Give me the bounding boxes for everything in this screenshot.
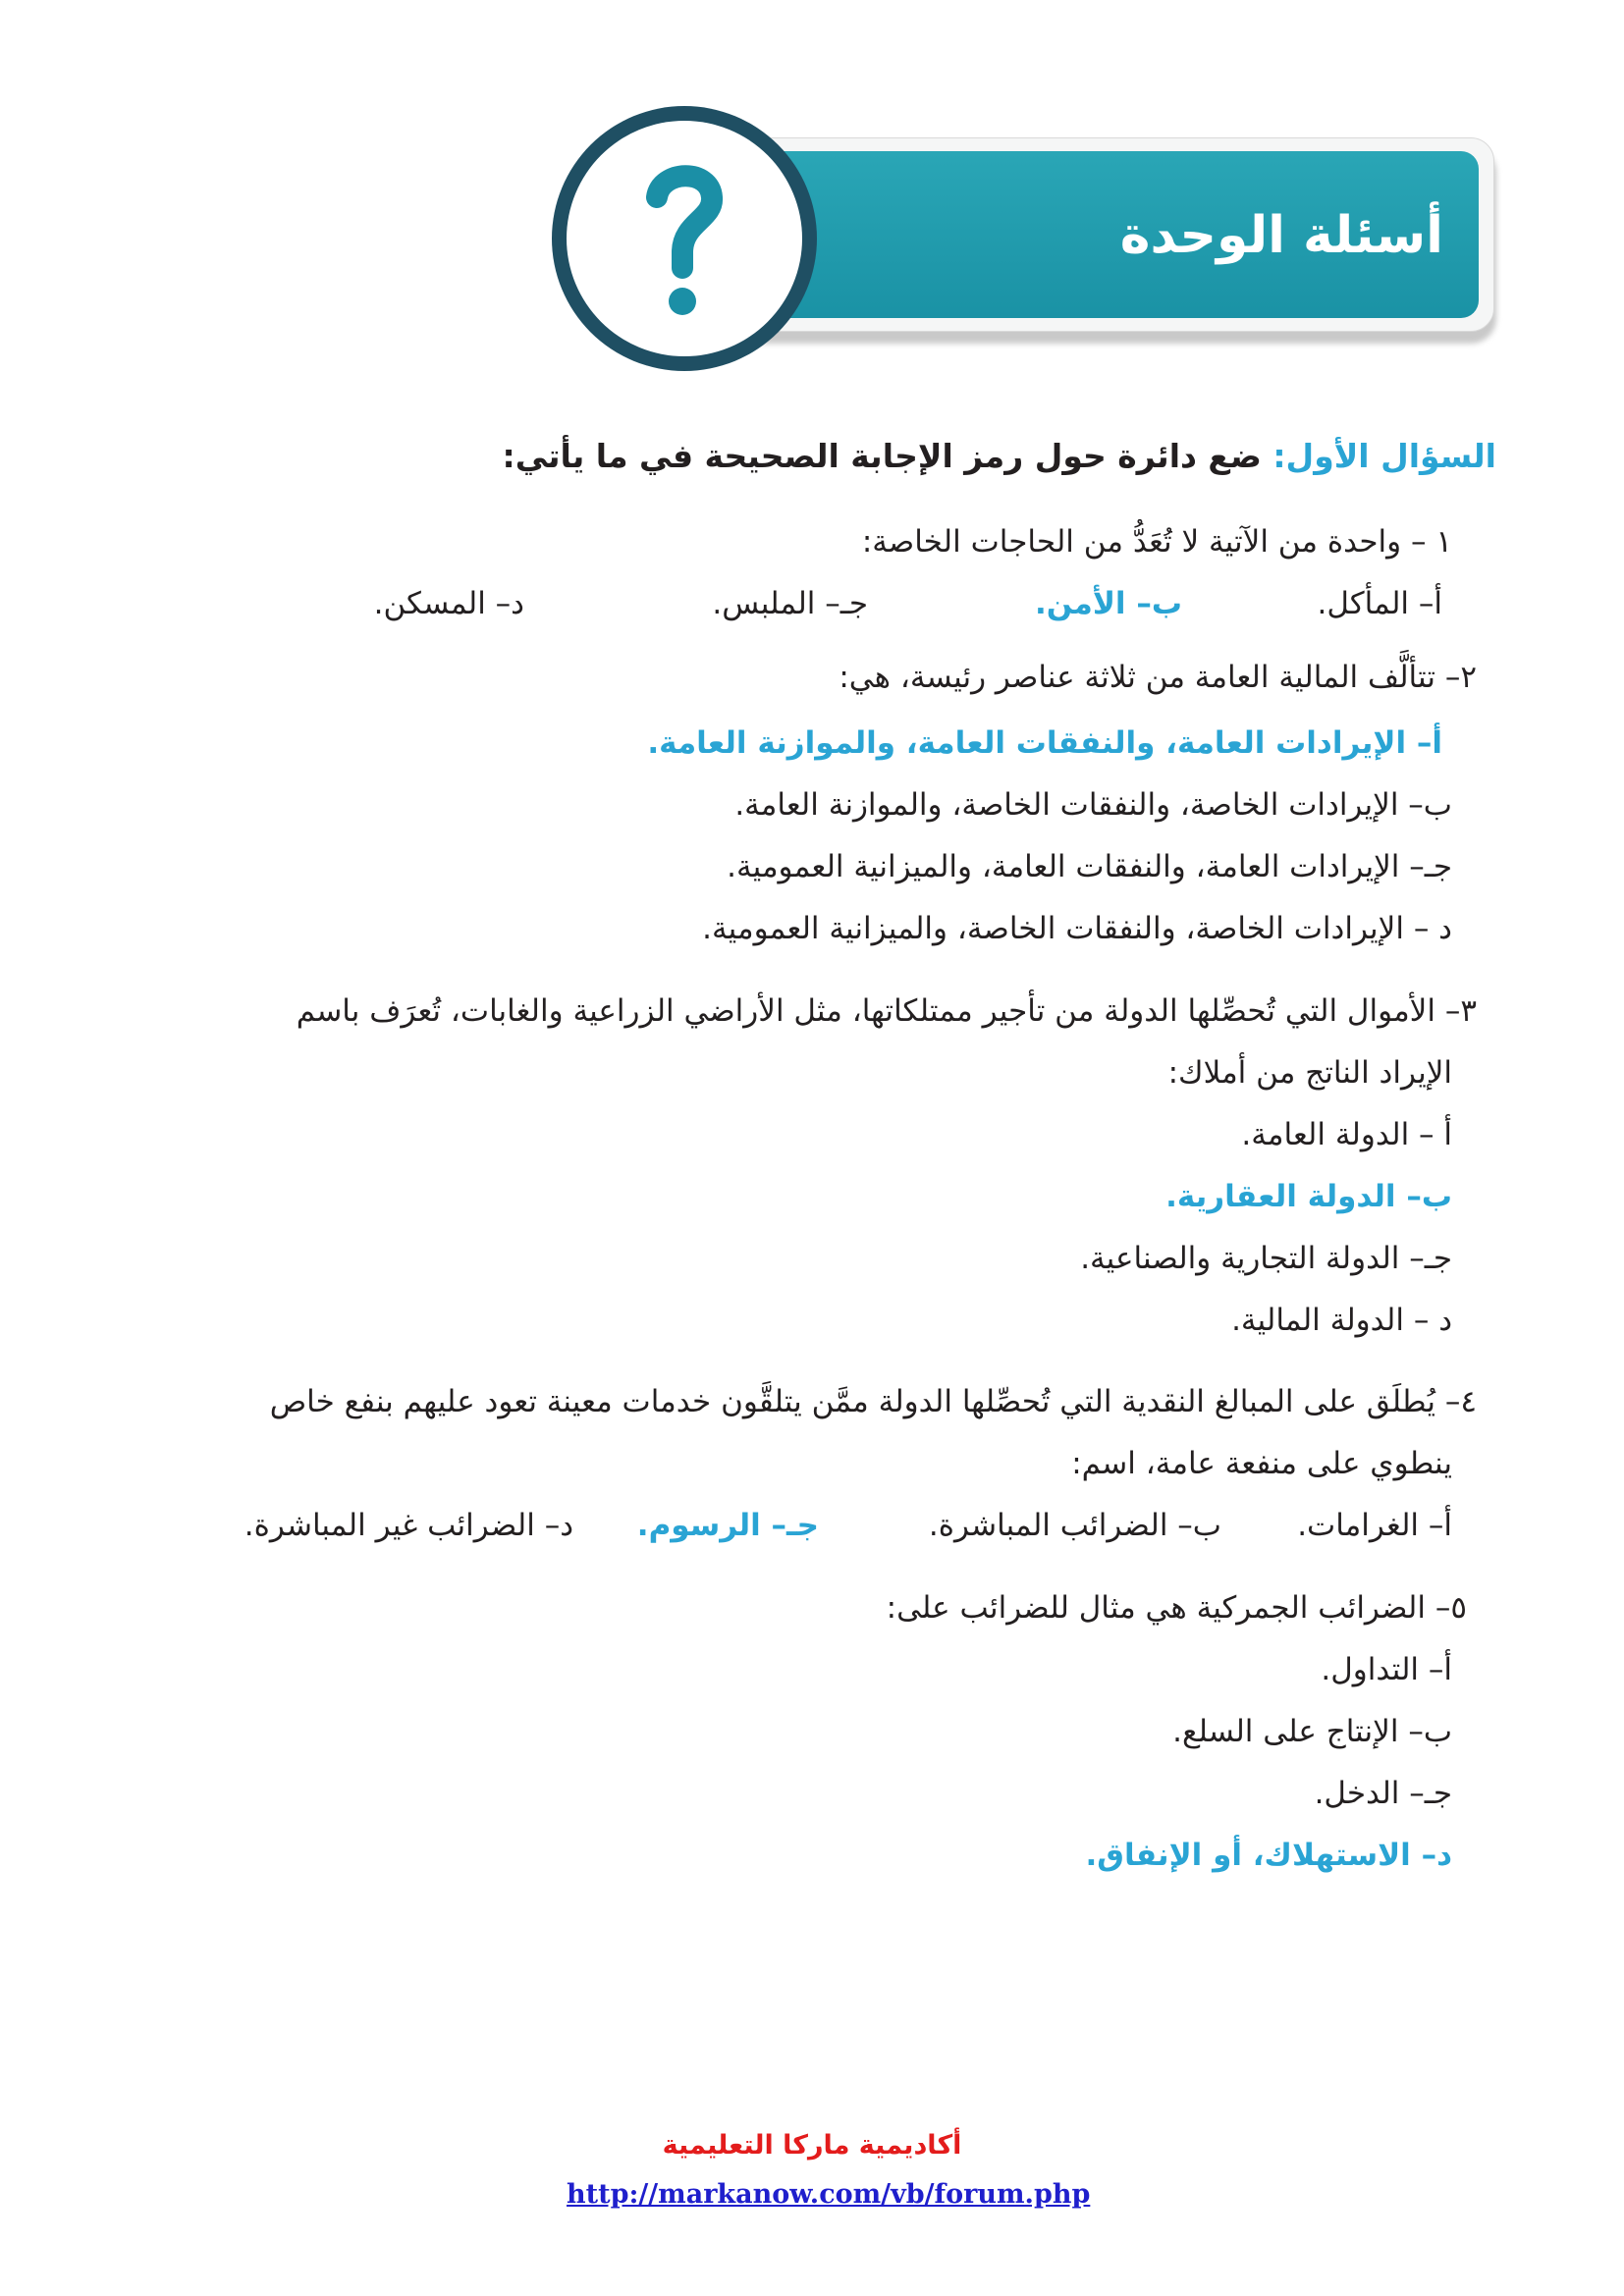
q4-stem-line-2: ينطوي على منفعة عامة، اسم: [1071,1446,1452,1481]
footer-link[interactable]: http://markanow.com/vb/forum.php [567,2179,1091,2210]
q1-option-a: أ– المأكل. [1317,586,1442,621]
q1-stem: ١ – واحدة من الآتية لا تُعَدُّ من الحاجات الخاصة: [861,524,1452,560]
q5-option-d: د– الاستهلاك، أو الإنفاق. [1085,1838,1452,1873]
q2-stem: ٢– تتألَّف المالية العامة من ثلاثة عناصر رئيسة، هي: [839,660,1477,695]
q3-option-d: د – الدولة المالية. [1231,1303,1452,1338]
q5-option-a: أ– التداول. [1321,1652,1452,1687]
q2-option-c: جـ– الإيرادات العامة، والنفقات العامة، والميزانية العمومية. [727,849,1452,884]
q4-option-a: أ– الغرامات. [1297,1508,1452,1543]
q4-option-d: د– الضرائب غير المباشرة. [244,1508,573,1543]
q4-option-b: ب– الضرائب المباشرة. [928,1508,1221,1543]
question-mark-icon [567,121,802,356]
q3-option-c: جـ– الدولة التجارية والصناعية. [1080,1241,1452,1276]
q5-stem: ٥– الضرائب الجمركية هي مثال للضرائب على: [886,1590,1467,1626]
footer-academy-name: أكاديمية ماركا التعليمية [662,2130,962,2161]
q4-stem-line-1: ٤– يُطلَق على المبالغ النقدية التي تُحصِّلها الدولة ممَّن يتلقَّون خدمات معينة تعود عليهم بنفع خاص [269,1384,1477,1419]
q2-option-a: أ– الإيرادات العامة، والنفقات العامة، والموازنة العامة. [647,725,1442,761]
q3-option-b: ب– الدولة العقارية. [1165,1179,1452,1214]
q5-option-b: ب– الإنتاج على السلع. [1172,1714,1452,1749]
q3-stem-line-2: الإيراد الناتج من أملاك: [1167,1055,1452,1091]
question-heading [220,432,1496,481]
q1-option-c: جـ– الملبس. [712,586,868,621]
q1-option-b: ب– الأمن. [1034,586,1182,621]
heading-label: السؤال الأول: [1272,437,1496,475]
banner-title: أسئلة الوحدة [1119,206,1443,265]
q3-stem-line-1: ٣– الأموال التي تُحصِّلها الدولة من تأجير ممتلكاتها، مثل الأراضي الزراعية والغابات، تُعرَف باسم [296,993,1477,1029]
q2-option-b: ب– الإيرادات الخاصة، والنفقات الخاصة، والموازنة العامة. [734,787,1452,823]
q2-option-d: د – الإيرادات الخاصة، والنفقات الخاصة، والميزانية العمومية. [702,911,1452,946]
q1-option-d: د– المسكن. [373,586,524,621]
q4-option-c: جـ– الرسوم. [636,1508,819,1543]
q5-option-c: جـ– الدخل. [1314,1776,1452,1811]
q3-option-a: أ – الدولة العامة. [1241,1117,1452,1152]
heading-text: ضع دائرة حول رمز الإجابة الصحيحة في ما يأتي: [502,437,1262,475]
